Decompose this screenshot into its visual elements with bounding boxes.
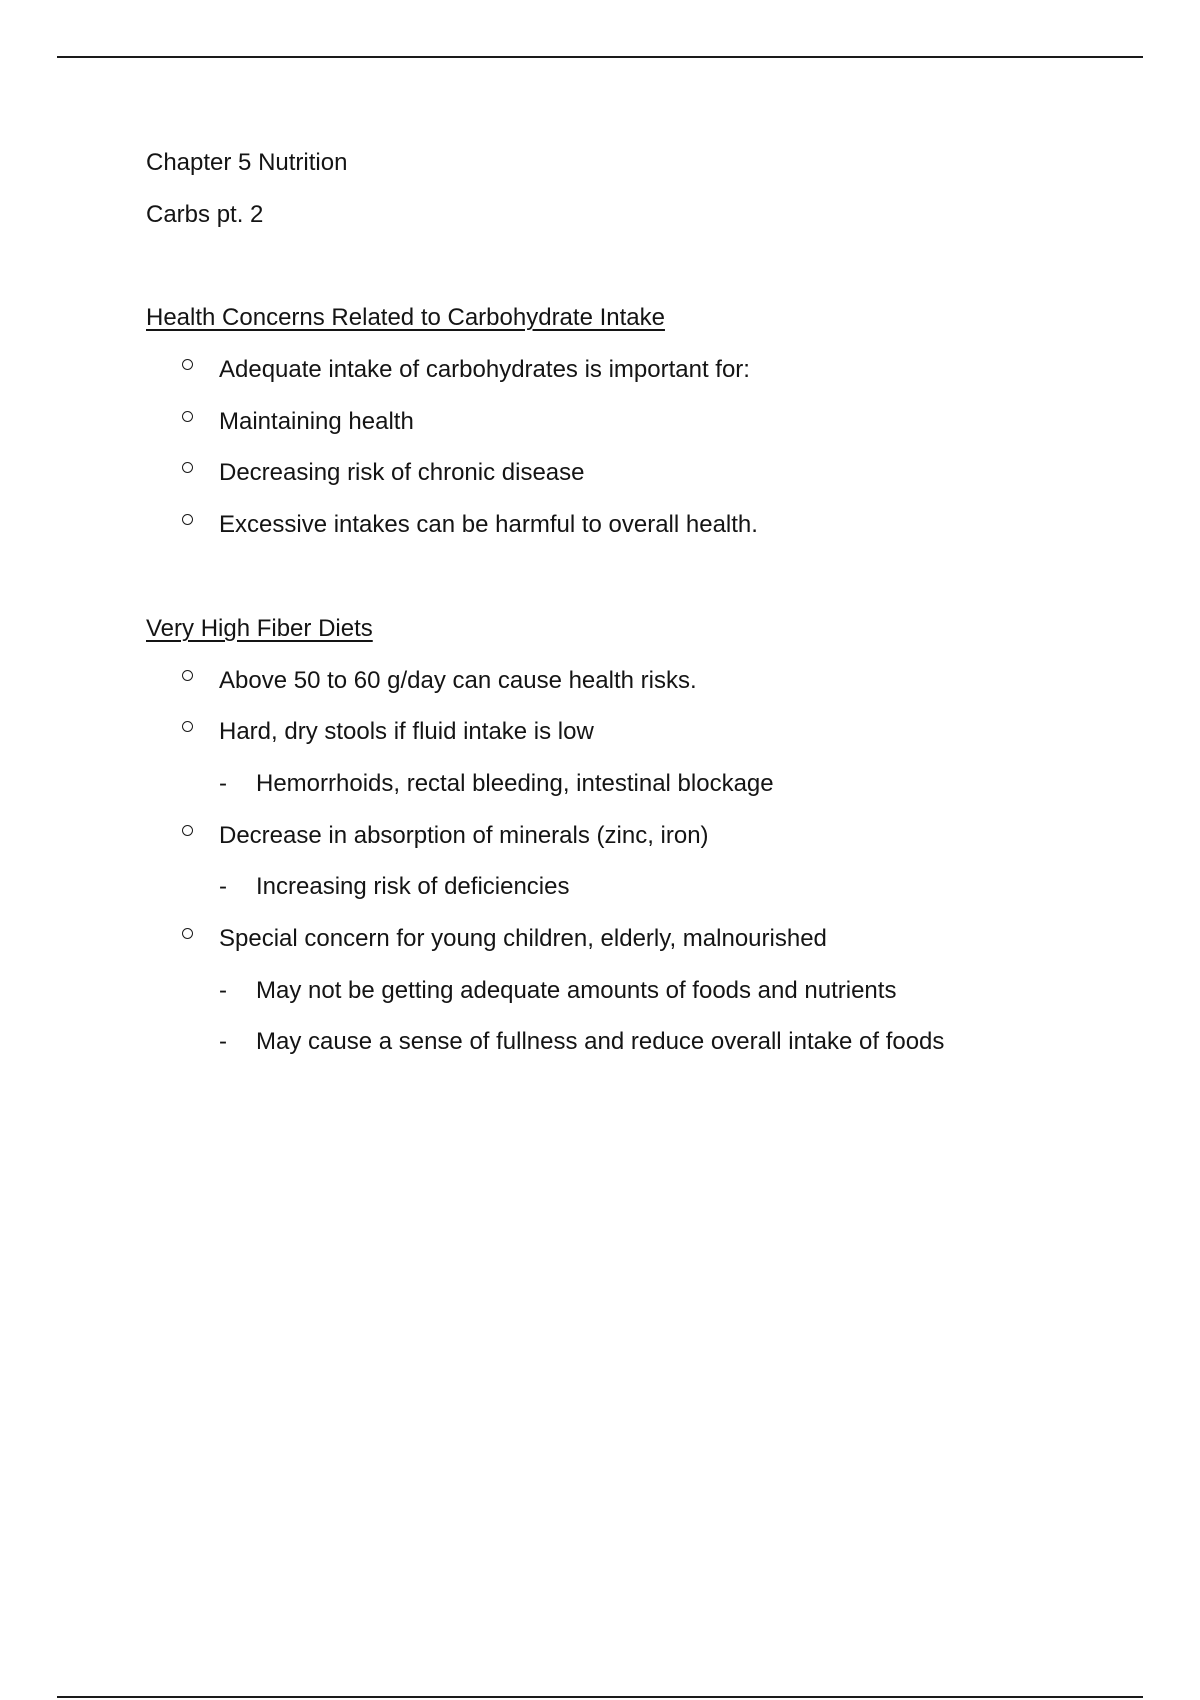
sub-list-item: [219, 872, 570, 902]
top-rule: [57, 56, 1143, 58]
list-item-text: Adequate intake of carbohydrates is important for:: [219, 356, 750, 383]
list-item: [182, 924, 827, 952]
list-item-text: Decrease in absorption of minerals (zinc, iron): [219, 822, 709, 849]
document-subtitle: Carbs pt. 2: [146, 201, 264, 228]
document-title: Chapter 5 Nutrition: [146, 149, 348, 176]
bullet-circle-icon: [182, 928, 193, 939]
list-item-text: Hard, dry stools if fluid intake is low: [219, 718, 594, 745]
dash-glyph: -: [219, 977, 227, 1004]
list-item: [182, 821, 709, 849]
list-item: [182, 355, 750, 383]
list-item-text: Above 50 to 60 g/day can cause health risks.: [219, 667, 697, 694]
dash-glyph: -: [219, 770, 227, 797]
sub-list-item: [219, 976, 897, 1006]
list-item: [182, 717, 594, 745]
list-item-text: Special concern for young children, elderly, malnourished: [219, 925, 827, 952]
sub-list-item-text: Increasing risk of deficiencies: [256, 873, 570, 900]
bullet-circle-icon: [182, 411, 193, 422]
bullet-circle-icon: [182, 359, 193, 370]
list-item: [182, 407, 414, 435]
list-item-text: Decreasing risk of chronic disease: [219, 459, 585, 486]
list-item-text: Excessive intakes can be harmful to overall health.: [219, 511, 758, 538]
dash-glyph: -: [219, 873, 227, 900]
dash-glyph: -: [219, 1028, 227, 1055]
bottom-rule: [57, 1696, 1143, 1698]
section-heading-health-concerns: Health Concerns Related to Carbohydrate Intake: [146, 304, 665, 331]
sub-list-item: [219, 1027, 945, 1057]
sub-list-item-text: Hemorrhoids, rectal bleeding, intestinal blockage: [256, 770, 774, 797]
bullet-circle-icon: [182, 825, 193, 836]
list-item: [182, 458, 585, 486]
list-item: [182, 510, 758, 538]
list-item: [182, 666, 697, 694]
bullet-circle-icon: [182, 721, 193, 732]
bullet-circle-icon: [182, 462, 193, 473]
bullet-circle-icon: [182, 514, 193, 525]
sub-list-item-text: May not be getting adequate amounts of foods and nutrients: [256, 977, 897, 1004]
sub-list-item: [219, 769, 774, 799]
bullet-circle-icon: [182, 670, 193, 681]
list-item-text: Maintaining health: [219, 408, 414, 435]
section-heading-high-fiber: Very High Fiber Diets: [146, 615, 373, 642]
sub-list-item-text: May cause a sense of fullness and reduce overall intake of foods: [256, 1028, 945, 1055]
